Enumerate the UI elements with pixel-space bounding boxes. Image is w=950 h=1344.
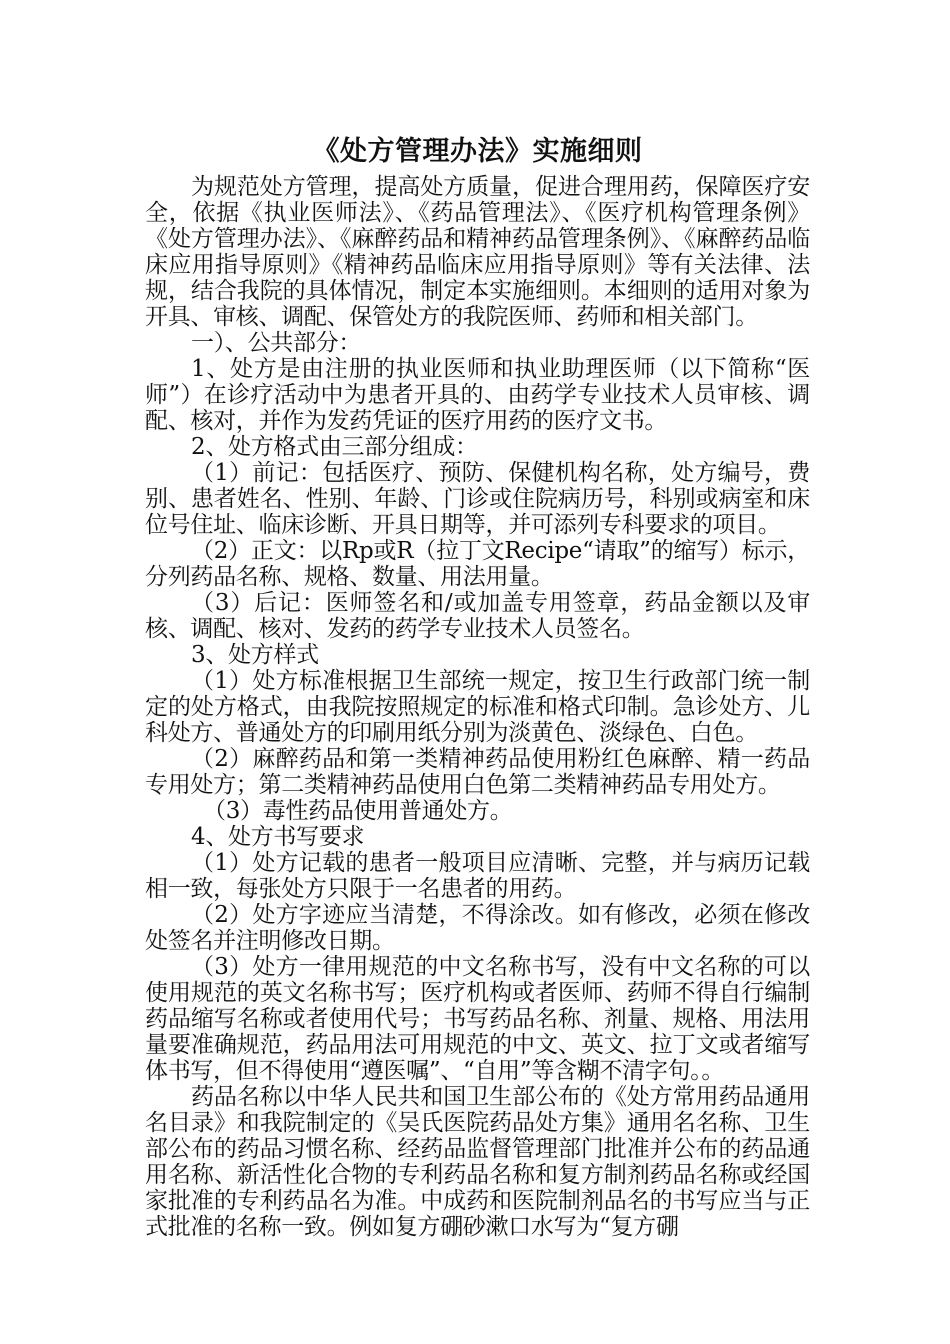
clause-3-heading: 3、处方样式 bbox=[191, 642, 319, 668]
clause-2-1-front-matter: （1）前记：包括医疗、预防、保健机构名称，处方编号，费别、患者姓名、性别、年龄、门诊或住院病历号，科别或病室和床位号住址、临床诊断、开具日期等，并可添列专科要求的项目。 bbox=[145, 460, 810, 538]
clause-3-2-narcotic: （2）麻醉药品和第一类精神药品使用粉红色麻醉、精一药品专用处方；第二类精神药品使用白色第二类精神药品专用处方。 bbox=[145, 746, 810, 798]
clause-2-3-back-matter: （3）后记：医师签名和/或加盖专用签章，药品金额以及审核、调配、核对、发药的药学专业技术人员签名。 bbox=[145, 590, 810, 642]
clause-4-3-naming: （3）处方一律用规范的中文名称书写，没有中文名称的可以使用规范的英文名称书写；医疗机构或者医师、药师不得自行编制药品缩写名称或者使用代号；书写药品名称、剂量、规格、用法用量要准确规范，药品用法可用规范的中文、英文、拉丁文或者缩写体书写，但不得使用“遵医嘱”、“自用”等含糊不清字句。。 bbox=[145, 954, 810, 1084]
clause-3-3-toxic: （3）毒性药品使用普通处方。 bbox=[203, 798, 513, 824]
document-page bbox=[145, 132, 810, 1240]
section-heading-general: 一）、公共部分： bbox=[191, 330, 362, 356]
clause-3-1-standard: （1）处方标准根据卫生部统一规定，按卫生行政部门统一制定的处方格式，由我院按照规定的标准和格式印制。急诊处方、儿科处方、普通处方的印刷用纸分别为淡黄色、淡绿色、白色。 bbox=[145, 668, 810, 746]
clause-2-heading: 2、处方格式由三部分组成： bbox=[191, 434, 478, 460]
clause-4-heading: 4、处方书写要求 bbox=[191, 824, 365, 850]
clause-4-2-handwriting: （2）处方字迹应当清楚，不得涂改。如有修改，必须在修改处签名并注明修改日期。 bbox=[145, 902, 810, 954]
clause-2-2-body: （2）正文：以Rp或R（拉丁文Recipe“请取”的缩写）标示，分列药品名称、规格、数量、用法用量。 bbox=[145, 538, 810, 590]
drug-name-paragraph: 药品名称以中华人民共和国卫生部公布的《处方常用药品通用名目录》和我院制定的《吴氏医院药品处方集》通用名名称、卫生部公布的药品习惯名称、经药品监督管理部门批准并公布的药品通用名称、新活性化合物的专利药品名称和复方制剂药品名称或经国家批准的专利药品名为准。中成药和医院制剂品名的书写应当与正式批准的名称一致。例如复方硼砂漱口水写为“复方硼 bbox=[145, 1084, 810, 1240]
document-title: 《处方管理办法》实施细则 bbox=[312, 136, 643, 167]
intro-paragraph: 为规范处方管理，提高处方质量，促进合理用药，保障医疗安全，依据《执业医师法》、《药品管理法》、《医疗机构管理条例》《处方管理办法》、《麻醉药品和精神药品管理条例》、《麻醉药品临床应用指导原则》《精神药品临床应用指导原则》等有关法律、法规，结合我院的具体情况，制定本实施细则。本细则的适用对象为开具、审核、调配、保管处方的我院医师、药师和相关部门。 bbox=[145, 174, 810, 330]
clause-4-1-patient-items: （1）处方记载的患者一般项目应清晰、完整，并与病历记载相一致，每张处方只限于一名患者的用药。 bbox=[145, 850, 810, 902]
clause-1-definition: 1、处方是由注册的执业医师和执业助理医师（以下简称“医师”）在诊疗活动中为患者开具的、由药学专业技术人员审核、调配、核对，并作为发药凭证的医疗用药的医疗文书。 bbox=[145, 356, 810, 434]
